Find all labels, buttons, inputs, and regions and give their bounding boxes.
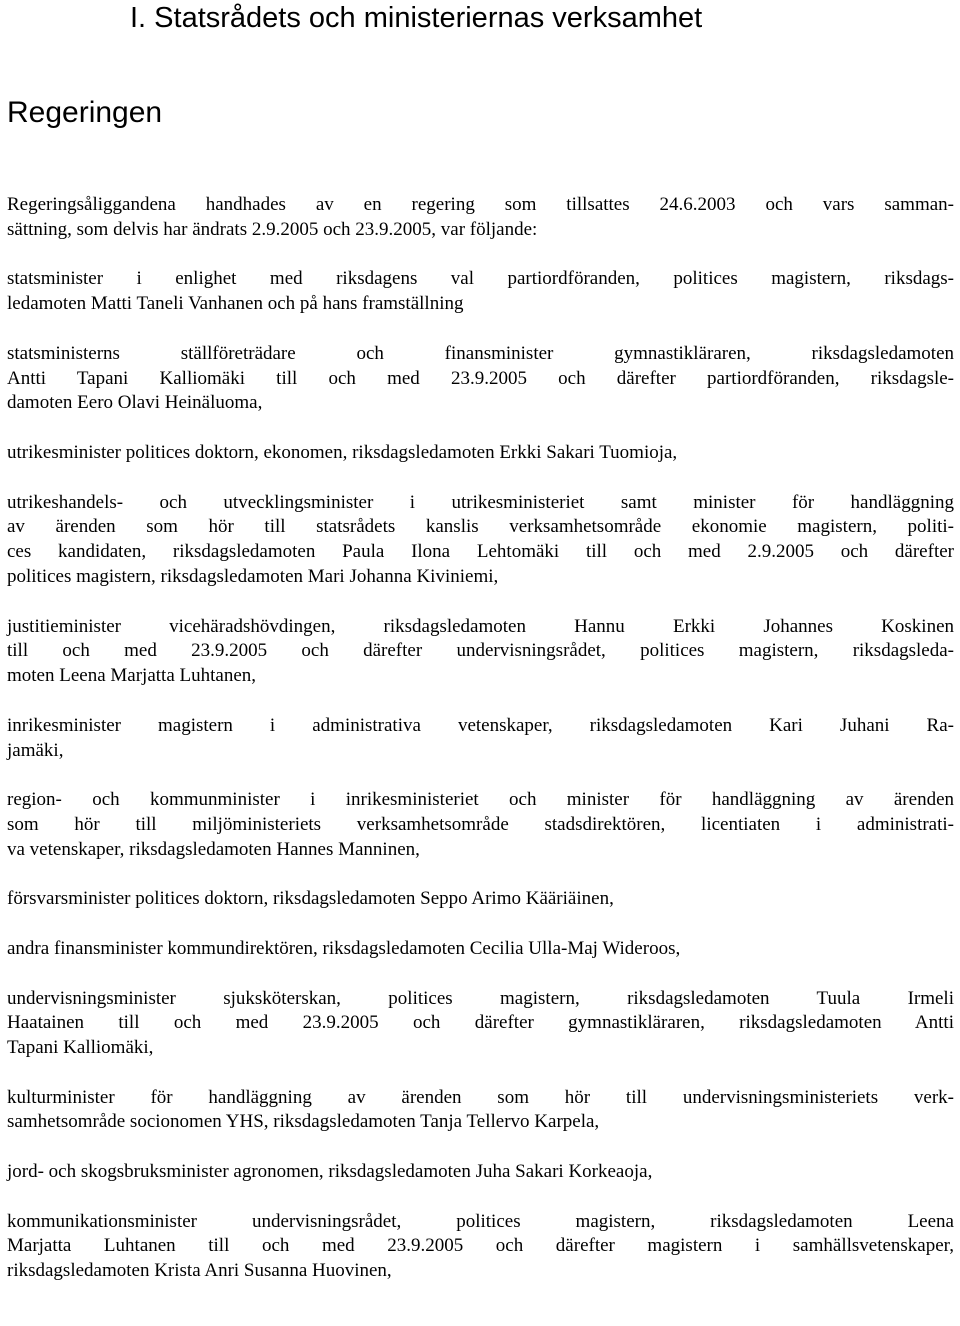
paragraph-line: damoten Eero Olavi Heinäluoma, xyxy=(7,392,263,414)
paragraph-line: justitieminister vicehäradshövdingen, riksdagsledamoten Hannu Erkki Johannes Koskinen xyxy=(7,615,954,637)
section-title: Regeringen xyxy=(7,96,163,129)
paragraph-line: Marjatta Luhtanen till och med 23.9.2005 och därefter magistern i samhällsvetenskaper, xyxy=(7,1235,954,1257)
paragraph-line: försvarsminister politices doktorn, riksdagsledamoten Seppo Arimo Kääriäinen, xyxy=(7,888,614,910)
paragraph-line: andra finansminister kommundirektören, riksdagsledamoten Cecilia Ulla-Maj Wideroos, xyxy=(7,937,681,959)
paragraph-intro xyxy=(7,193,954,243)
paragraph-line: ces kandidaten, riksdagsledamoten Paula Ilona Lehtomäki till och med 2.9.2005 och därefter xyxy=(7,541,954,563)
paragraph-andra-finansminister xyxy=(7,937,954,962)
paragraph-line: jamäki, xyxy=(7,739,64,761)
paragraph-line: Haatainen till och med 23.9.2005 och därefter gymnastikläraren, riksdagsledamoten Antti xyxy=(7,1012,954,1034)
paragraph-line: till och med 23.9.2005 och därefter undervisningsrådet, politices magistern, riksdagsleda- xyxy=(7,640,954,662)
paragraph-line: som hör till miljöministeriets verksamhetsområde stadsdirektören, licentiaten i administrati- xyxy=(7,813,954,835)
paragraph-statsminister xyxy=(7,267,954,317)
paragraph-forsvarsminister xyxy=(7,887,954,912)
paragraph-line: riksdagsledamoten Krista Anri Susanna Huovinen, xyxy=(7,1260,392,1282)
paragraph-inrikesminister xyxy=(7,714,954,764)
paragraph-line: utrikesminister politices doktorn, ekonomen, riksdagsledamoten Erkki Sakari Tuomioja, xyxy=(7,441,678,463)
paragraph-finansminister xyxy=(7,342,954,416)
paragraph-jordbruksminister xyxy=(7,1160,954,1185)
paragraph-line: Regeringsåliggandena handhades av en regering som tillsattes 24.6.2003 och vars samman- xyxy=(7,194,954,215)
paragraph-line: jord- och skogsbruksminister agronomen, riksdagsledamoten Juha Sakari Korkeaoja, xyxy=(7,1161,653,1183)
paragraph-line: politices magistern, riksdagsledamoten Mari Johanna Kiviniemi, xyxy=(7,565,499,587)
paragraph-undervisningsminister xyxy=(7,987,954,1061)
paragraph-kulturminister xyxy=(7,1086,954,1136)
paragraph-line: utrikeshandels- och utvecklingsminister i utrikesministeriet samt minister för handläggning xyxy=(7,491,954,513)
paragraph-utrikesminister xyxy=(7,441,954,466)
paragraph-line: statsministerns ställföreträdare och finansminister gymnastikläraren, riksdagsledamoten xyxy=(7,342,954,364)
paragraph-line: sättning, som delvis har ändrats 2.9.2005 och 23.9.2005, var följande: xyxy=(7,218,538,240)
paragraph-line: inrikesminister magistern i administrativa vetenskaper, riksdagsledamoten Kari Juhani Ra- xyxy=(7,714,954,736)
paragraph-line: ledamoten Matti Taneli Vanhanen och på hans framställning xyxy=(7,293,464,315)
paragraph-line: av ärenden som hör till statsrådets kanslis verksamhetsområde ekonomie magistern, politi- xyxy=(7,516,954,538)
paragraph-line: region- och kommunminister i inrikesministeriet och minister för handläggning av ärenden xyxy=(7,789,954,811)
paragraph-line: moten Leena Marjatta Luhtanen, xyxy=(7,665,257,687)
paragraph-regionminister xyxy=(7,788,954,862)
paragraph-line: samhetsområde socionomen YHS, riksdagsledamoten Tanja Tellervo Karpela, xyxy=(7,1111,600,1133)
chapter-title: I. Statsrådets och ministeriernas verksamhet xyxy=(130,2,703,34)
paragraph-line: kommunikationsminister undervisningsrådet, politices magistern, riksdagsledamoten Leena xyxy=(7,1210,954,1232)
paragraph-line: undervisningsminister sjuksköterskan, politices magistern, riksdagsledamoten Tuula Irmeli xyxy=(7,987,954,1009)
paragraph-utrikeshandel xyxy=(7,491,954,590)
document-body xyxy=(7,193,954,1309)
paragraph-kommunikationsminister xyxy=(7,1210,954,1284)
paragraph-line: statsminister i enlighet med riksdagens val partiordföranden, politices magistern, riksdags- xyxy=(7,268,954,290)
paragraph-line: va vetenskaper, riksdagsledamoten Hannes Manninen, xyxy=(7,838,420,860)
paragraph-justitieminister xyxy=(7,615,954,689)
paragraph-line: Antti Tapani Kalliomäki till och med 23.9.2005 och därefter partiordföranden, riksdagsle- xyxy=(7,367,954,389)
paragraph-line: Tapani Kalliomäki, xyxy=(7,1037,154,1059)
paragraph-line: kulturminister för handläggning av ärenden som hör till undervisningsministeriets verk- xyxy=(7,1086,954,1108)
